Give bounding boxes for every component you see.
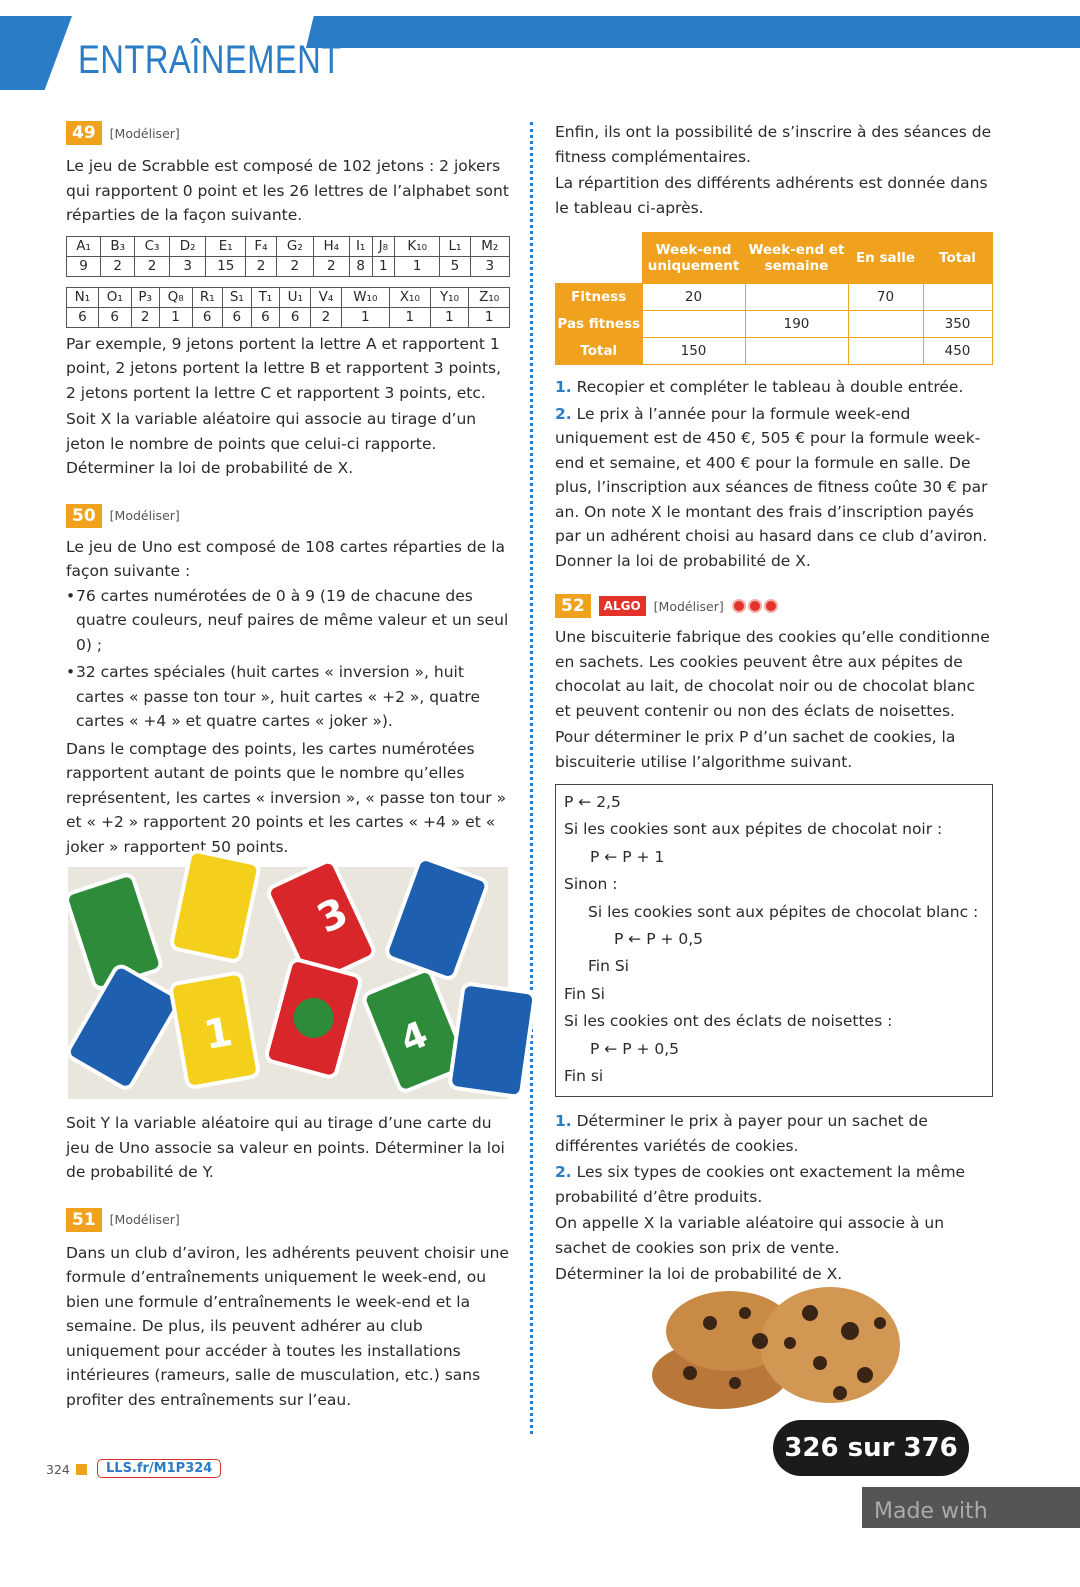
table-cell: P₃ [131,287,159,307]
question-text: Déterminer le prix à payer pour un sachet de différentes variétés de cookies. [555,1112,928,1155]
page-title: ENTRAÎNEMENT [78,38,342,82]
algo-line: Si les cookies sont aux pépites de chocolat noir : [564,820,943,839]
column-header: Week-end et semaine [745,233,848,284]
table-cell [745,284,848,311]
table-cell: J₈ [372,236,395,256]
table-cell: G₂ [276,236,313,256]
left-column [66,120,512,1412]
algo-line: Fin si [564,1067,604,1086]
scrabble-table-2 [66,287,510,328]
table-cell: X₁₀ [390,287,431,307]
exercise-52-intro: Une biscuiterie fabrique des cookies qu’elle conditionne en sachets. Les cookies peuvent être aux pépites de chocolat au lait, de chocolat noir ou de chocolat blanc et peuvent contenir ou non des éclats de noisettes. [555,628,990,720]
table-cell: D₂ [169,236,206,256]
table-cell: 6 [98,307,131,327]
table-cell: 8 [349,256,372,276]
table-cell: 2 [246,256,277,276]
table-cell: 20 [642,284,745,311]
algo-line: P ← 2,5 [564,793,621,811]
table-cell: 6 [222,307,251,327]
algo-line: P ← P + 0,5 [590,1039,680,1058]
table-cell: Q₈ [159,287,192,307]
table-cell: B₃ [101,236,135,256]
question-text: Recopier et compléter le tableau à double entrée. [576,378,964,396]
column-divider [530,122,533,1434]
row-header: Pas fitness [556,311,643,338]
table-cell: 6 [280,307,311,327]
algo-line: Sinon : [564,875,618,894]
table-cell: 2 [276,256,313,276]
exercise-tag: [Modéliser] [109,125,180,141]
right-column [555,120,995,1287]
table-cell [848,338,923,365]
difficulty-dots [732,599,778,613]
table-row [556,311,993,338]
footer-square [76,1464,87,1475]
svg-text:3: 3 [310,889,356,943]
algorithm-box [555,784,993,1097]
exercise-51-q2 [555,402,995,574]
list-item: • 32 cartes spéciales (huit cartes « inversion », huit cartes « passe ton tour », huit cartes « +2 », quatre cartes « +4 » et quatre cartes « joker »). [66,660,512,734]
svg-text:1: 1 [200,1009,236,1060]
exercise-50-header [66,503,512,529]
table-cell: 190 [745,311,848,338]
exercise-50-question: Soit Y la variable aléatoire qui au tirage d’une carte du jeu de Uno associe sa valeur en points. Déterminer la loi de probabilité de Y. [66,1114,505,1181]
table-cell: N₁ [67,287,99,307]
table-cell: 5 [440,256,470,276]
table-cell: M₂ [470,236,509,256]
exercise-tag: [Modéliser] [109,508,180,523]
table-cell: Y₁₀ [430,287,469,307]
table-corner [556,233,643,284]
exercise-52-variable: On appelle X la variable aléatoire qui associe à un sachet de cookies son prix de vente. [555,1214,945,1257]
table-cell [848,311,923,338]
exercise-number: 51 [66,1208,102,1232]
exercise-52-q1 [555,1109,995,1158]
column-header: Week-end uniquement [642,233,745,284]
exercise-50-intro: Le jeu de Uno est composé de 108 cartes réparties de la façon suivante : [66,537,506,580]
table-cell: 1 [469,307,510,327]
table-cell: 1 [395,256,440,276]
table-cell [745,338,848,365]
exercise-49-question: Soit X la variable aléatoire qui associe au tirage d’un jeton le nombre de points que celui-ci rapporte. Déterminer la loi de probabilité de X. [66,410,477,477]
exercise-52-question: Déterminer la loi de probabilité de X. [555,1265,843,1284]
algo-line: P ← P + 0,5 [614,930,704,949]
algo-line: Si les cookies ont des éclats de noisettes : [564,1012,893,1031]
row-header: Total [556,338,643,365]
table-cell: E₁ [206,236,246,256]
table-cell: 2 [131,307,159,327]
table-cell: O₁ [98,287,131,307]
table-cell [642,311,745,338]
exercise-52-q2 [555,1160,995,1209]
table-cell: 350 [923,311,992,338]
question-number: 2. [555,404,572,423]
table-cell: 1 [159,307,192,327]
question-text: Le prix à l’année pour la formule week-end uniquement est de 450 €, 505 € pour la formule week-end et semaine, et 400 € pour la formule en salle. De plus, l’inscription aux séances de fitness coûte 30 € par an. On note X le montant des frais d’inscription payés par un adhérent choisi au hasard dans ce club d’aviron. Donner la loi de probabilité de X. [555,404,988,570]
scrabble-table-1 [66,236,510,277]
table-cell: C₃ [135,236,170,256]
table-cell: T₁ [251,287,279,307]
table-cell: 2 [311,307,341,327]
exercise-number: 49 [66,121,102,145]
table-cell: 150 [642,338,745,365]
table-cell: Z₁₀ [469,287,510,307]
question-number: 1. [555,1112,572,1131]
made-with-calameo-banner[interactable] [862,1487,1080,1574]
question-number: 2. [555,1163,572,1182]
page-indicator: 326 sur 376 [773,1420,969,1476]
column-header: En salle [848,233,923,284]
column-header: Total [923,233,992,284]
table-cell: I₁ [349,236,372,256]
algo-line: Si les cookies sont aux pépites de chocolat blanc : [588,902,979,921]
algo-line: Fin Si [588,957,629,976]
table-cell: V₄ [311,287,341,307]
table-cell: 1 [341,307,390,327]
exercise-51-header [66,1207,512,1233]
table-cell: 1 [390,307,431,327]
table-cell: 6 [67,307,99,327]
exercise-tag: [Modéliser] [653,598,724,614]
table-cell: F₄ [246,236,277,256]
table-cell: A₁ [67,236,101,256]
table-cell: 2 [135,256,170,276]
header-accent-left [0,16,72,90]
table-row [556,338,993,365]
table-cell: 2 [101,256,135,276]
table-cell: K₁₀ [395,236,440,256]
exercise-tag: [Modéliser] [109,1212,180,1227]
exercise-49-example: Par exemple, 9 jetons portent la lettre A et rapportent 1 point, 2 jetons portent la lettre B et rapportent 3 points, 2 jetons portent la lettre C et rapportent 3 points, etc. [66,334,502,402]
table-cell: 6 [251,307,279,327]
table-cell: 2 [313,256,349,276]
exercise-51-q1 [555,375,995,400]
fitness-table [555,232,993,365]
table-cell: 1 [430,307,469,327]
header-accent-bar [306,16,1080,48]
algo-line: P ← P + 1 [590,847,665,866]
table-row [556,284,993,311]
table-cell: 6 [192,307,222,327]
svg-text:4: 4 [394,1013,434,1062]
exercise-51-intro: Dans un club d’aviron, les adhérents peuvent choisir une formule d’entraînements uniquement le week-end, ou bien une formule d’entraînements le week-end et la semaine. De plus, ils peuvent adhérer au club uniquement pour accéder à toutes les installations intérieures (rameurs, salle de musculation, etc.) sans profiter des entraînements sur l’eau. [66,1243,509,1409]
table-cell [923,284,992,311]
table-cell: 450 [923,338,992,365]
exercise-number: 50 [66,504,102,528]
uno-card-list [66,584,512,734]
table-cell: 9 [67,256,101,276]
table-cell: 3 [470,256,509,276]
made-with-label: Made with [874,1499,988,1524]
table-cell: 70 [848,284,923,311]
question-number: 1. [555,378,572,396]
exercise-49-header [66,120,512,146]
algo-badge: ALGO [599,596,646,616]
uno-cards-image [68,867,508,1099]
row-header: Fitness [556,284,643,311]
list-item: • 76 cartes numérotées de 0 à 9 (19 de chacune des quatre couleurs, neuf paires de même valeur et un seul 0) ; [66,584,512,658]
table-cell: R₁ [192,287,222,307]
page-number: 324 [46,1462,70,1477]
table-cell: L₁ [440,236,470,256]
question-text: Les six types de cookies ont exactement la même probabilité d’être produits. [555,1163,966,1206]
lls-link[interactable]: LLS.fr/M1P324 [97,1459,221,1478]
exercise-51-fitness: Enfin, ils ont la possibilité de s’inscrire à des séances de fitness complémentaires. [555,123,992,166]
exercise-51-table-intro: La répartition des différents adhérents est donnée dans le tableau ci-après. [555,174,988,217]
table-cell: 15 [206,256,246,276]
algo-line: Fin Si [564,984,605,1003]
cookies-image [650,1283,902,1413]
table-cell: H₄ [313,236,349,256]
table-cell: 1 [372,256,395,276]
table-cell: S₁ [222,287,251,307]
table-cell: 3 [169,256,206,276]
exercise-52-header [555,593,995,619]
exercise-number: 52 [555,594,591,618]
exercise-49-intro: Le jeu de Scrabble est composé de 102 jetons : 2 jokers qui rapportent 0 point et les 26 lettres de l’alphabet sont réparties de la façon suivante. [66,157,509,224]
table-cell: U₁ [280,287,311,307]
exercise-52-algo-intro: Pour déterminer le prix P d’un sachet de cookies, la biscuiterie utilise l’algorithme suivant. [555,728,956,771]
calameo-brand: calaméo [874,1549,978,1574]
table-cell: W₁₀ [341,287,390,307]
exercise-50-points: Dans le comptage des points, les cartes numérotées rapportent autant de points que le nombre qu’elles représentent, les cartes « inversion », « passe ton tour » et « +2 » rapportent 20 points et les cartes « +4 » et « joker » rapportent 50 points. [66,739,507,856]
